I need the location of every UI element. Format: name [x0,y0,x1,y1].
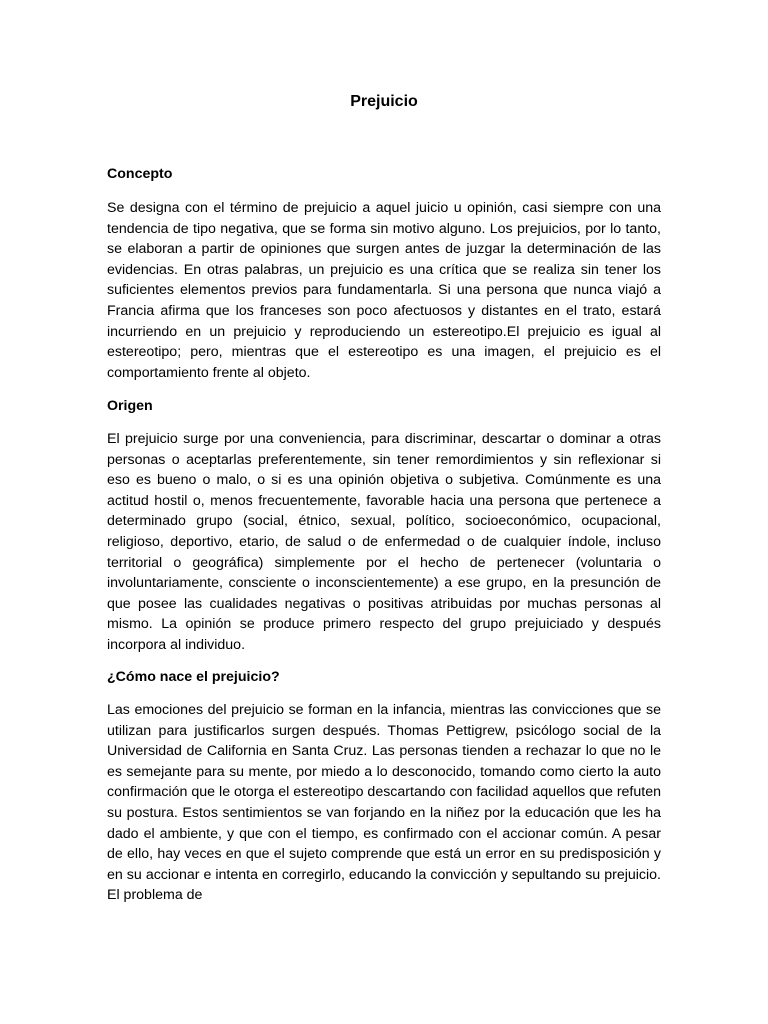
document-title: Prejuicio [350,93,418,110]
section-heading-concepto: Concepto [107,166,173,182]
section-body-como-nace: Las emociones del prejuicio se forman en la infancia, mientras las convicciones que se utilizan para justificarlos surgen después. Thomas Pettigrew, psicólogo social de la Universidad de California en Santa Cruz. Las personas tienden a rechazar lo que no le es semejante para su mente, por miedo a lo desconocido, tomando como cierto la auto confirmación que le otorga el estereotipo descartando con facilidad aquellos que refuten su postura. Estos sentimientos se van forjando en la niñez por la educación que les ha dado el ambiente, y que con el tiempo, es confirmado con el accionar común. A pesar de ello, hay veces en que el sujeto comprende que está un error en su predisposición y en su accionar e intenta en corregirlo, educando la convicción y sepultando su prejuicio. El problema de [107,702,661,904]
section-body-concepto: Se designa con el término de prejuicio a aquel juicio u opinión, casi siempre con una tendencia de tipo negativa, que se forma sin motivo alguno. Los prejuicios, por lo tanto, se elaboran a partir de opiniones que surgen antes de juzgar la determinación de las evidencias. En otras palabras, un prejuicio es una crítica que se realiza sin tener los suficientes elementos previos para fundamentarla. Si una persona que nunca viajó a Francia afirma que los franceses son poco afectuosos y distantes en el trato, estará incurriendo en un prejuicio y reproduciendo un estereotipo.El prejuicio es igual al estereotipo; pero, mientras que el estereotipo es una imagen, el prejuicio es el comportamiento frente al objeto. [107,200,661,381]
section-heading-origen: Origen [107,398,153,414]
document-page [107,0,661,1024]
section-heading-como-nace: ¿Cómo nace el prejuicio? [107,669,280,685]
section-body-origen: El prejuicio surge por una conveniencia, para discriminar, descartar o dominar a otras personas o aceptarlas preferentemente, sin tener remordimientos y sin reflexionar si eso es bueno o malo, o si es una opinión objetiva o subjetiva. Comúnmente es una actitud hostil o, menos frecuentemente, favorable hacia una persona que pertenece a determinado grupo (social, étnico, sexual, político, socioeconómico, ocupacional, religioso, deportivo, etario, de salud o de enfermedad o de cualquier índole, incluso territorial o geográfica) simplemente por el hecho de pertenecer (voluntaria o involuntariamente, consciente o inconscientemente) a ese grupo, en la presunción de que posee las cualidades negativas o positivas atribuidas por muchas personas al mismo. La opinión se produce primero respecto del grupo prejuiciado y después incorpora al individuo. [107,431,661,653]
